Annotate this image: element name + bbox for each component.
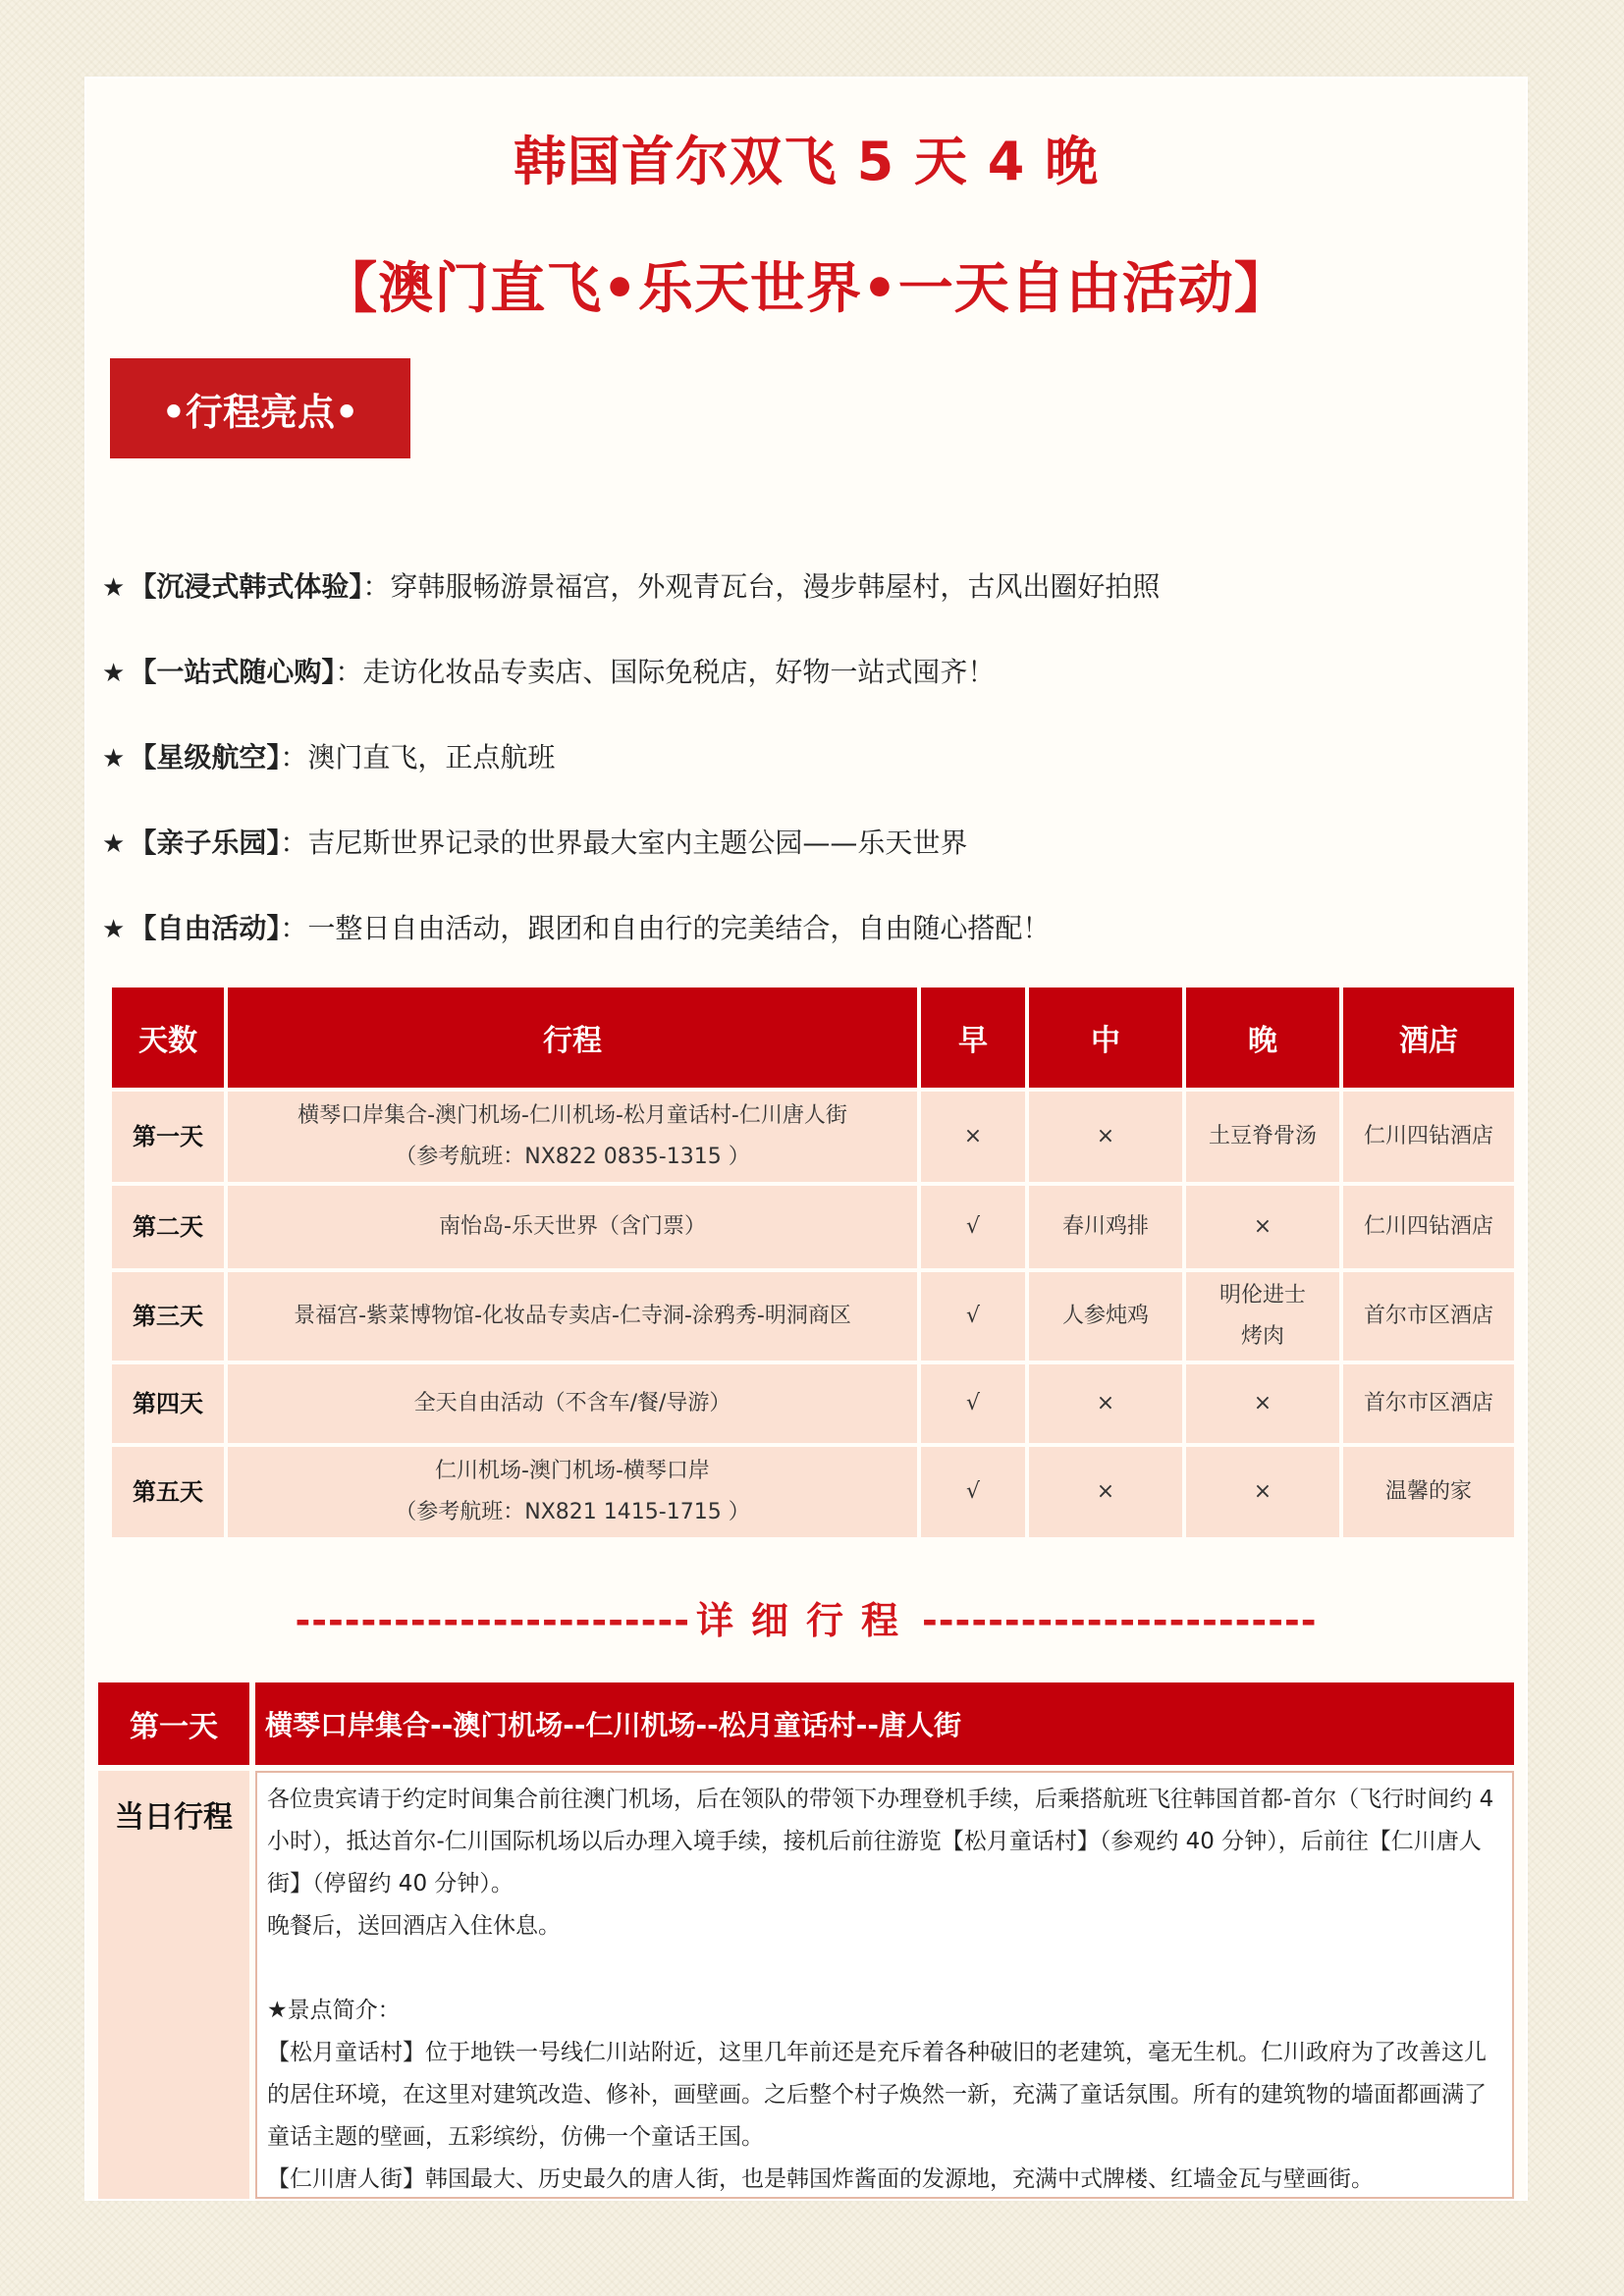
cell-hotel: 仁川四钻酒店 xyxy=(1343,1092,1514,1182)
cell-breakfast: × xyxy=(921,1092,1025,1182)
highlight-sep: ： xyxy=(280,912,308,944)
header-lunch: 中 xyxy=(1029,988,1182,1088)
day1-content xyxy=(255,1771,1514,2199)
star-icon: ★ xyxy=(102,573,126,603)
header-route: 行程 xyxy=(228,988,917,1088)
highlight-key: 【亲子乐园】 xyxy=(129,827,281,859)
cell-hotel: 温馨的家 xyxy=(1343,1447,1514,1537)
cell-hotel: 首尔市区酒店 xyxy=(1343,1364,1514,1443)
highlight-item xyxy=(102,824,1496,909)
star-icon: ★ xyxy=(102,915,126,944)
cell-hotel: 首尔市区酒店 xyxy=(1343,1272,1514,1361)
highlight-sep: ： xyxy=(280,827,308,859)
cell-dinner: × xyxy=(1186,1447,1339,1537)
header-dinner: 晚 xyxy=(1186,988,1339,1088)
cell-day: 第三天 xyxy=(112,1272,224,1361)
highlight-text: 一整日自由活动，跟团和自由行的完美结合，自由随心搭配！ xyxy=(307,912,1051,944)
highlights-list xyxy=(102,567,1496,994)
day1-label: 第一天 xyxy=(98,1682,249,1765)
day1-route: 横琴口岸集合--澳门机场--仁川机场--松月童话村--唐人街 xyxy=(255,1682,1514,1765)
cell-route: 南怡岛-乐天世界（含门票） xyxy=(228,1186,917,1268)
highlight-key: 【自由活动】 xyxy=(129,912,281,944)
cell-lunch: 人参炖鸡 xyxy=(1029,1272,1182,1361)
header-hotel: 酒店 xyxy=(1343,988,1514,1088)
cell-lunch: × xyxy=(1029,1364,1182,1443)
intro-paragraph: 【松月童话村】位于地铁一号线仁川站附近，这里几年前还是充斥着各种破旧的老建筑，毫无生机。仁川政府为了改善这儿的居住环境，在这里对建筑改造、修补，画壁画。之后整个村子焕然一新，充满了童话氛围。所有的建筑物的墙面都画满了童话主题的壁画，五彩缤纷，仿佛一个童话王国。 xyxy=(267,2040,1487,2150)
cell-hotel: 仁川四钻酒店 xyxy=(1343,1186,1514,1268)
flight-line: （参考航班：NX821 1415-1715 ） xyxy=(395,1500,750,1524)
header-breakfast: 早 xyxy=(921,988,1025,1088)
cell-route: 景福宫-紫菜博物馆-化妆品专卖店-仁寺洞-涂鸦秀-明洞商区 xyxy=(228,1272,917,1361)
highlight-sep: ： xyxy=(362,570,391,603)
cell-day: 第五天 xyxy=(112,1447,224,1537)
highlights-badge: •行程亮点• xyxy=(110,358,410,458)
route-line: 仁川机场-澳门机场-横琴口岸 xyxy=(435,1459,710,1483)
cell-breakfast: √ xyxy=(921,1186,1025,1268)
cell-route: 全天自由活动（不含车/餐/导游） xyxy=(228,1364,917,1443)
highlight-sep: ： xyxy=(335,656,363,688)
table-row xyxy=(112,1272,1514,1361)
schedule-table xyxy=(108,984,1518,1541)
highlight-text: 澳门直飞，正点航班 xyxy=(307,741,556,774)
star-icon: ★ xyxy=(102,744,126,774)
day1-paragraph: 各位贵宾请于约定时间集合前往澳门机场，后在领队的带领下办理登机手续，后乘搭航班飞往韩国首都-首尔（飞行时间约 4 小时），抵达首尔-仁川国际机场以后办理入境手续，接机后前往游览【松月童话村】（参观约 40 分钟），后前往【仁川唐人街】（停留约 40 分钟）。 xyxy=(267,1787,1494,1896)
highlight-key: 【一站式随心购】 xyxy=(129,656,336,688)
highlight-item xyxy=(102,738,1496,824)
cell-breakfast: √ xyxy=(921,1447,1025,1537)
intro-title: ★景点简介： xyxy=(267,1998,401,2023)
intro-paragraph: 【仁川唐人街】韩国最大、历史最久的唐人街，也是韩国炸酱面的发源地，充满中式牌楼、红墙金瓦与壁画街。 xyxy=(267,2166,1374,2192)
day1-body xyxy=(98,1771,1514,2199)
cell-route xyxy=(228,1447,917,1537)
highlight-item xyxy=(102,567,1496,653)
highlight-item xyxy=(102,909,1496,994)
dinner-text: 明伦进士烤肉 xyxy=(1218,1283,1306,1349)
cell-dinner: 土豆脊骨汤 xyxy=(1186,1092,1339,1182)
detail-section-title xyxy=(86,1590,1526,1644)
cell-route xyxy=(228,1092,917,1182)
cell-day: 第一天 xyxy=(112,1092,224,1182)
flight-line: （参考航班：NX822 0835-1315 ） xyxy=(395,1145,750,1169)
table-row xyxy=(112,1447,1514,1537)
cell-dinner: × xyxy=(1186,1364,1339,1443)
highlight-sep: ： xyxy=(280,741,308,774)
table-row xyxy=(112,1092,1514,1182)
route-line: 横琴口岸集合-澳门机场-仁川机场-松月童话村-仁川唐人街 xyxy=(298,1103,847,1128)
cell-day: 第四天 xyxy=(112,1364,224,1443)
page-subtitle: 【澳门直飞•乐天世界•一天自由活动】 xyxy=(322,257,1290,321)
cell-lunch: × xyxy=(1029,1092,1182,1182)
star-icon: ★ xyxy=(102,659,126,688)
cell-day: 第二天 xyxy=(112,1186,224,1268)
highlight-item xyxy=(102,653,1496,738)
highlight-text: 走访化妆品专卖店、国际免税店，好物一站式囤齐！ xyxy=(362,656,996,688)
highlight-key: 【沉浸式韩式体验】 xyxy=(129,570,363,603)
dash-divider-left: ------------------------ xyxy=(295,1599,690,1642)
cell-breakfast: √ xyxy=(921,1272,1025,1361)
highlight-text: 吉尼斯世界记录的世界最大室内主题公园——乐天世界 xyxy=(307,827,968,859)
day1-body-label: 当日行程 xyxy=(98,1771,249,2199)
header-day: 天数 xyxy=(112,988,224,1088)
table-row xyxy=(112,1364,1514,1443)
day1-paragraph: 晚餐后，送回酒店入住休息。 xyxy=(267,1913,561,1939)
star-icon: ★ xyxy=(102,829,126,859)
highlight-key: 【星级航空】 xyxy=(129,741,281,774)
cell-lunch: × xyxy=(1029,1447,1182,1537)
day1-header xyxy=(98,1682,1514,1765)
cell-lunch: 春川鸡排 xyxy=(1029,1186,1182,1268)
highlight-text: 穿韩服畅游景福宫，外观青瓦台，漫步韩屋村，古风出圈好拍照 xyxy=(390,570,1161,603)
detail-heading: 详细行程 xyxy=(695,1599,916,1642)
cell-dinner: × xyxy=(1186,1186,1339,1268)
dash-divider-right: ------------------------ xyxy=(922,1599,1318,1642)
itinerary-page xyxy=(86,79,1526,2199)
schedule-header-row xyxy=(112,988,1514,1088)
cell-dinner xyxy=(1186,1272,1339,1361)
page-title: 韩国首尔双飞 5 天 4 晚 xyxy=(513,131,1100,192)
table-row xyxy=(112,1186,1514,1268)
cell-breakfast: √ xyxy=(921,1364,1025,1443)
